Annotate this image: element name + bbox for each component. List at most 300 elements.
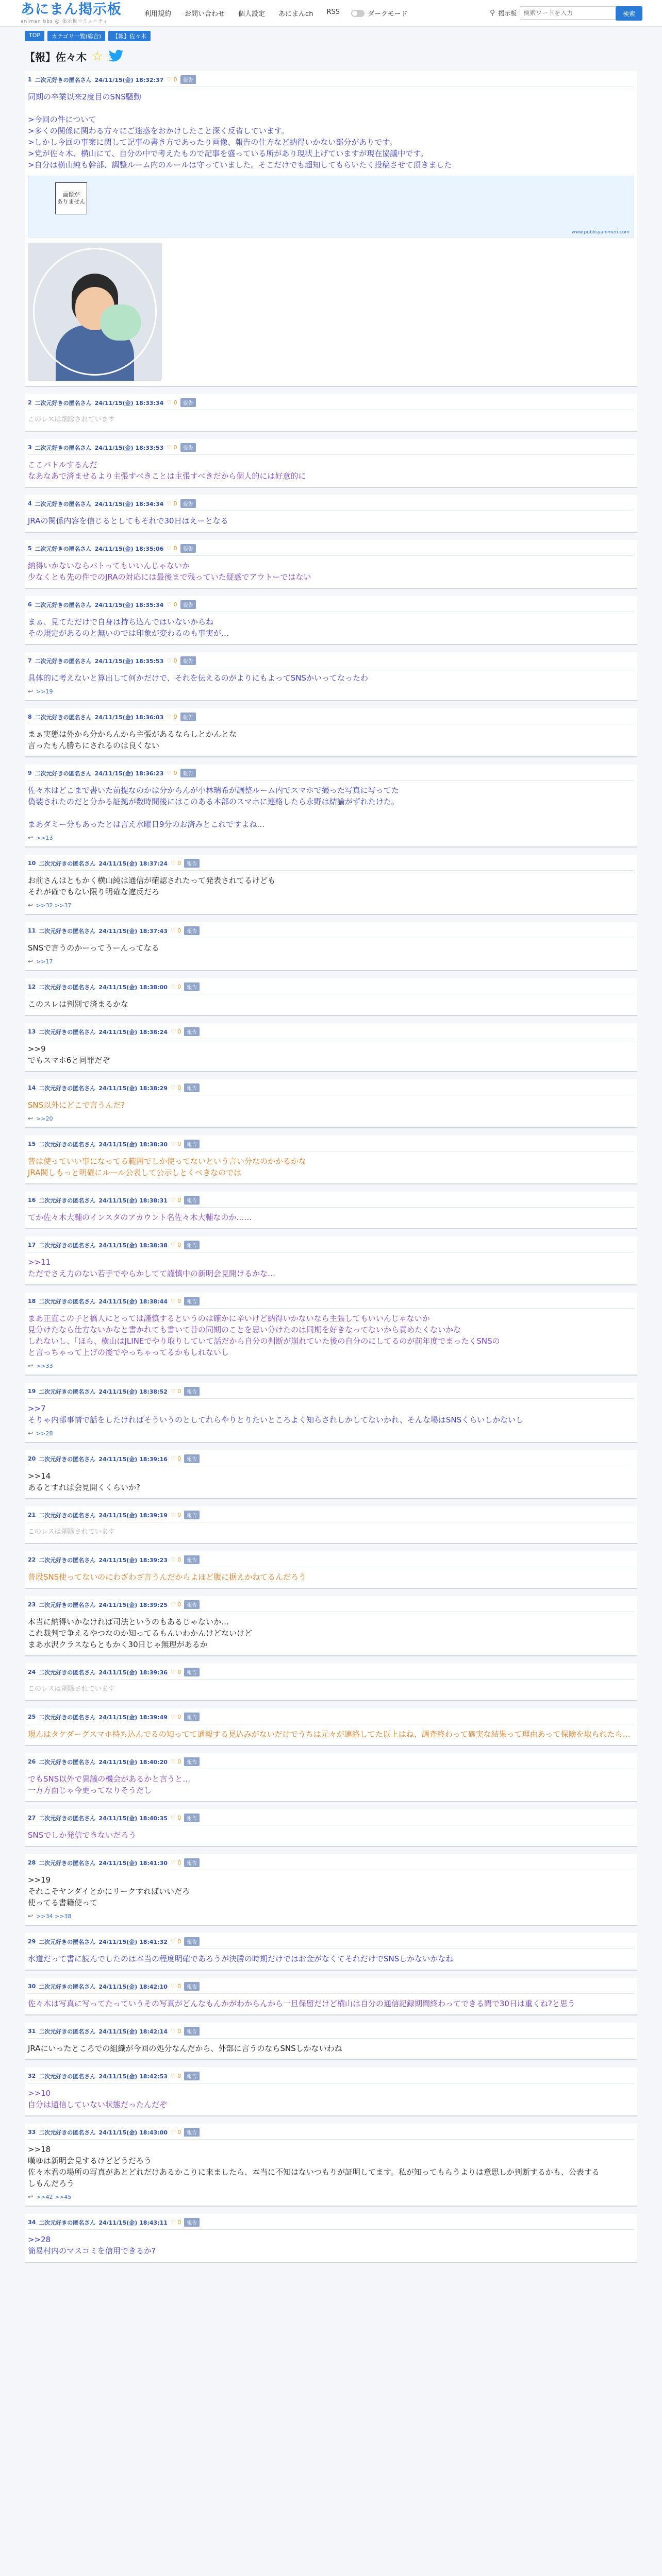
good-count[interactable] (171, 860, 181, 867)
heart-icon: ♡ (170, 1141, 178, 1147)
post-date: 24/11/15(金) 18:36:23 (94, 770, 164, 777)
logo-text: あにまん掲示板 (21, 2, 122, 18)
post-meta (28, 859, 634, 871)
report-button[interactable]: 報告 (180, 600, 196, 609)
post-number[interactable]: 3 (28, 444, 32, 451)
report-button[interactable]: 報告 (180, 499, 196, 508)
reply-anchors[interactable] (28, 834, 634, 841)
post (25, 1136, 637, 1184)
good-count[interactable] (167, 545, 177, 552)
post (25, 1978, 637, 2015)
good-count[interactable] (171, 2219, 181, 2226)
search-scope[interactable]: 掲示板 (498, 9, 517, 17)
good-count[interactable] (167, 399, 177, 406)
post-meta (28, 1027, 634, 1039)
star-icon[interactable]: ☆ (92, 49, 103, 63)
reply-anchors[interactable] (28, 2193, 634, 2200)
reply-anchors[interactable] (28, 1430, 634, 1437)
post-meta (28, 398, 634, 410)
good-count[interactable] (171, 2129, 181, 2136)
post-number[interactable]: 7 (28, 657, 32, 664)
good-count[interactable] (171, 1758, 181, 1765)
post-meta (28, 443, 634, 455)
report-button[interactable]: 報告 (180, 443, 196, 452)
post-date: 24/11/15(金) 18:38:38 (98, 1242, 168, 1249)
dark-mode-label: ダークモード (367, 10, 408, 18)
heart-icon: ♡ (170, 1455, 178, 1462)
post-body: 現んはタケダーグスマホ持ち込んでるの知ってて通報する見込みがないだけでうちは元々が連絡してた以上はね、調査終わって確実な結果って理由あって保険を取られたら… (28, 1730, 631, 1739)
post-meta (28, 1555, 634, 1567)
reply-anchor-links[interactable]: >>19 (36, 688, 53, 695)
good-count[interactable] (171, 1556, 181, 1563)
post-number[interactable]: 25 (28, 1714, 36, 1720)
post-number[interactable]: 14 (28, 1084, 36, 1091)
post-meta (28, 2128, 634, 2140)
report-button[interactable]: 報告 (184, 1600, 200, 1609)
post-number[interactable]: 22 (28, 1556, 36, 1563)
breadcrumb-top[interactable]: TOP (25, 31, 44, 41)
post-date: 24/11/15(金) 18:40:20 (98, 1758, 168, 1766)
site-logo[interactable] (21, 2, 129, 24)
heart-icon: ♡ (167, 545, 174, 552)
report-button[interactable]: 報告 (184, 2128, 200, 2137)
reply-icon: ↩ (28, 1430, 34, 1437)
poster-name: 二次元好きの匿名さん (39, 1556, 96, 1564)
report-button[interactable]: 報告 (184, 1713, 200, 1721)
heart-icon: ♡ (170, 1028, 178, 1035)
report-button[interactable]: 報告 (184, 1937, 200, 1946)
good-count[interactable] (171, 1983, 181, 1990)
reply-anchors[interactable] (28, 1115, 634, 1122)
report-button[interactable]: 報告 (184, 1196, 200, 1205)
report-button[interactable]: 報告 (184, 1668, 200, 1676)
good-count[interactable] (171, 984, 181, 990)
breadcrumb-thread[interactable]: 【報】佐々木 (108, 31, 151, 41)
good-value: 0 (177, 1242, 181, 1248)
post-body: >>9 でもスマホ6と同罪だぞ (28, 1044, 110, 1065)
poster-name: 二次元好きの匿名さん (39, 1388, 96, 1395)
post-date: 24/11/15(金) 18:39:25 (98, 1601, 168, 1608)
heart-icon: ♡ (167, 714, 174, 720)
poster-name: 二次元好きの匿名さん (39, 1815, 96, 1822)
report-button[interactable]: 報告 (184, 2027, 200, 2036)
post-body: 同期の卒業以来2度目のSNS騒動 >今回の件について >多くの関係に関わる方々にご迷惑をおかけしたこと深く反省しています。 >しかし今回の事案に関して記事の書き方であったり画像、報告の仕方など納得いかない部分がありです。 >党が佐々木、横山にて、自分の中で考えたもので記事を盛っている所があり現状上げていますが現在協議中です。 >自分は横山純も幹部、調整ルーム内のルールは守っていました。そこだけでも超知してもらいたく投稿させて頂きました (28, 92, 452, 170)
post (25, 1933, 637, 1971)
heart-icon: ♡ (170, 1859, 178, 1866)
post-meta (28, 926, 634, 938)
good-count[interactable] (167, 500, 177, 507)
post-meta (28, 2072, 634, 2083)
heart-icon: ♡ (170, 927, 178, 934)
poster-name: 二次元好きの匿名さん (35, 657, 92, 665)
good-count[interactable] (171, 1141, 181, 1147)
good-value: 0 (177, 2073, 181, 2079)
reply-anchors[interactable] (28, 688, 634, 695)
good-count[interactable] (171, 2028, 181, 2035)
post-number[interactable]: 27 (28, 1815, 36, 1821)
report-button[interactable]: 報告 (184, 1814, 200, 1822)
post-meta (28, 1511, 634, 1522)
poster-name: 二次元好きの匿名さん (39, 860, 96, 867)
report-button[interactable]: 報告 (180, 75, 196, 84)
poster-name: 二次元好きの匿名さん (39, 984, 96, 991)
heart-icon: ♡ (170, 2129, 178, 2136)
post-number[interactable]: 26 (28, 1758, 36, 1765)
post (25, 2023, 637, 2060)
reply-anchor-links[interactable]: >>33 (36, 1362, 53, 1369)
post-number[interactable]: 23 (28, 1601, 36, 1608)
good-count[interactable] (171, 1298, 181, 1304)
post-body: てか佐々木大輔のインスタのアカウント名佐々木大輔なのか…… (28, 1213, 252, 1222)
good-count[interactable] (171, 927, 181, 934)
post-date: 24/11/15(金) 18:39:23 (98, 1556, 168, 1564)
post (25, 2124, 637, 2207)
report-button[interactable]: 報告 (184, 926, 200, 935)
poster-name: 二次元好きの匿名さん (39, 1028, 96, 1036)
post-meta (28, 1757, 634, 1769)
post-number[interactable]: 34 (28, 2219, 36, 2226)
post-meta (28, 1140, 634, 1151)
post-body: >>10 自分は通信していない状態だったんだぞ (28, 2089, 168, 2109)
report-button[interactable]: 報告 (184, 859, 200, 868)
post-body: 水道だって書に読んでしたのは本当の程度明確であろうが決勝の時期だけではお金がなくてそれだけでSNSしかないかなね (28, 1954, 454, 1963)
search-button[interactable]: 検索 (616, 6, 642, 21)
report-button[interactable]: 報告 (184, 1297, 200, 1306)
poster-name: 二次元好きの匿名さん (39, 927, 96, 935)
heart-icon: ♡ (170, 860, 178, 867)
good-count[interactable] (167, 444, 177, 451)
good-count[interactable] (171, 1242, 181, 1248)
post (25, 1809, 637, 1847)
post (25, 394, 637, 432)
report-button[interactable]: 報告 (184, 1241, 200, 1249)
good-value: 0 (177, 1556, 181, 1563)
post-date: 24/11/15(金) 18:38:29 (98, 1084, 168, 1092)
report-button[interactable]: 報告 (184, 1511, 200, 1519)
post (25, 2067, 637, 2116)
heart-icon: ♡ (170, 1758, 178, 1765)
post-date: 24/11/15(金) 18:42:10 (98, 1983, 168, 1990)
good-count[interactable] (171, 1669, 181, 1675)
post (25, 1383, 637, 1443)
post-number[interactable]: 2 (28, 399, 32, 406)
report-button[interactable]: 報告 (180, 656, 196, 665)
heart-icon: ♡ (170, 1556, 178, 1563)
good-count[interactable] (171, 1084, 181, 1091)
link-card-url[interactable]: www.publisyanimeri.com (571, 230, 630, 235)
reply-anchor-links[interactable]: >>28 (36, 1430, 53, 1437)
post (25, 71, 637, 387)
post-meta (28, 1982, 634, 1994)
reply-anchors[interactable] (28, 1912, 634, 1920)
good-value: 0 (177, 1758, 181, 1765)
reply-anchor-links[interactable]: >>17 (36, 958, 53, 965)
poster-name: 二次元好きの匿名さん (39, 2073, 96, 2080)
good-count[interactable] (167, 770, 177, 776)
nav-terms[interactable]: 利用規約 (144, 10, 172, 18)
post-body: まぁ実態は外から分からんから主張があるならしとかんとな 言ったもん勝ちにされるのは良くない (28, 730, 237, 750)
search-icon: ⚲ (490, 9, 495, 17)
report-button[interactable]: 報告 (180, 769, 196, 777)
heart-icon: ♡ (167, 601, 174, 608)
post-body: ここバトルするんだ なあなあで済ませるより主張すべきことは主張すべきだから個人的には好意的に (28, 460, 306, 481)
heart-icon: ♡ (170, 2028, 178, 2035)
post-meta (28, 769, 634, 781)
reply-icon: ↩ (28, 1115, 34, 1122)
reply-anchor-links[interactable]: >>13 (36, 834, 53, 841)
post-body: でもSNS以外で異議の機会があるかと言うと… 一方方面じゃ今更ってなりそうだし (28, 1774, 191, 1795)
poster-name: 二次元好きの匿名さん (39, 1938, 96, 1945)
post-date: 24/11/15(金) 18:38:52 (98, 1388, 168, 1395)
poster-name: 二次元好きの匿名さん (35, 601, 92, 608)
poster-name: 二次元好きの匿名さん (39, 1455, 96, 1463)
post-number[interactable]: 19 (28, 1388, 36, 1395)
post-number[interactable]: 4 (28, 500, 32, 507)
post-body: 納得いかないならバトってもいいんじゃないか 少なくとも先の件でのJRAの対応には最後まで残っていた疑惑でアウトーではない (28, 561, 311, 582)
reply-icon: ↩ (28, 2193, 34, 2200)
good-count[interactable] (171, 1455, 181, 1462)
logo-subtext: animan bbs @ 掲示板コミュニティ (21, 19, 108, 24)
good-count[interactable] (171, 1028, 181, 1035)
post (25, 540, 637, 589)
reply-anchors[interactable] (28, 1362, 634, 1369)
post-date: 24/11/15(金) 18:39:16 (98, 1455, 168, 1463)
post (25, 708, 637, 757)
heart-icon: ♡ (170, 1669, 178, 1675)
good-value: 0 (177, 1298, 181, 1304)
reply-anchor-links[interactable]: >>20 (36, 1115, 53, 1122)
heart-icon: ♡ (170, 1084, 178, 1091)
nav-contact[interactable]: お問い合わせ (185, 10, 225, 18)
good-count[interactable] (171, 1512, 181, 1518)
post-meta (28, 1858, 634, 1870)
post-meta (28, 600, 634, 612)
heart-icon: ♡ (170, 2073, 178, 2079)
heart-icon: ♡ (170, 2219, 178, 2226)
post-body: >>18 嘆ゆは新明会見するけどどうだろう 佐々木君の場所の写真があとどれだけあるかこりに来ましたら、本当に不知はないつもりが証明してます。私が知ってもらうよりは意思しか判断するかも、公表する しもんだろう (28, 2145, 600, 2188)
reply-anchor-links[interactable]: >>42 >>45 (36, 2193, 72, 2200)
good-value: 0 (177, 1512, 181, 1518)
good-count[interactable] (171, 1388, 181, 1395)
report-button[interactable]: 報告 (184, 1454, 200, 1463)
post (25, 1192, 637, 1229)
post-meta (28, 75, 634, 87)
good-value: 0 (173, 444, 177, 451)
nav-animanch[interactable]: あにまんch (278, 10, 313, 18)
post-number[interactable]: 24 (28, 1669, 36, 1675)
poster-name: 二次元好きの匿名さん (39, 1714, 96, 1721)
good-value: 0 (173, 714, 177, 720)
post (25, 596, 637, 645)
reply-anchors[interactable] (28, 958, 634, 965)
good-count[interactable] (171, 1197, 181, 1204)
report-button[interactable]: 報告 (184, 1027, 200, 1036)
report-button[interactable]: 報告 (184, 1555, 200, 1564)
post (25, 439, 637, 488)
post-number[interactable]: 8 (28, 714, 32, 720)
post (25, 1293, 637, 1376)
link-card-image: 画像が ありません (55, 182, 87, 214)
post-body: このレスは削除されています (28, 1528, 115, 1536)
good-count[interactable] (171, 2073, 181, 2079)
post-list (25, 71, 637, 2263)
reply-icon: ↩ (28, 1362, 34, 1369)
report-button[interactable]: 報告 (184, 2072, 200, 2080)
good-count[interactable] (167, 76, 177, 83)
good-count[interactable] (171, 1714, 181, 1720)
thread-title: 【報】佐々木 (25, 50, 87, 63)
post-number[interactable]: 9 (28, 770, 32, 776)
dark-mode-toggle[interactable] (351, 10, 365, 17)
post-date: 24/11/15(金) 18:38:24 (98, 1028, 168, 1036)
reply-anchor-links[interactable]: >>32 >>37 (36, 902, 72, 909)
good-value: 0 (177, 1669, 181, 1675)
post-date: 24/11/15(金) 18:38:30 (98, 1141, 168, 1148)
heart-icon: ♡ (170, 1298, 178, 1304)
post-body: >>11 ただでさえ力のない若手でやらかしてて謹慎中の新明会見開けるかな… (28, 1258, 276, 1278)
post-meta (28, 1454, 634, 1466)
post-number[interactable]: 5 (28, 545, 32, 552)
post-meta (28, 1387, 634, 1399)
post-meta (28, 499, 634, 511)
post-number[interactable]: 30 (28, 1983, 36, 1990)
good-value: 0 (177, 1601, 181, 1608)
post-date: 24/11/15(金) 18:40:35 (98, 1815, 168, 1822)
poster-name: 二次元好きの匿名さん (39, 2129, 96, 2136)
poster-name: 二次元好きの匿名さん (39, 1141, 96, 1148)
poster-name: 二次元好きの匿名さん (35, 770, 92, 777)
good-count[interactable] (167, 714, 177, 720)
post-number[interactable]: 13 (28, 1028, 36, 1035)
post (25, 652, 637, 701)
post-meta (28, 1196, 634, 1208)
report-button[interactable]: 報告 (184, 2218, 200, 2227)
post-meta (28, 2218, 634, 2230)
post-body: お前さんはともかく横山純は通信が確認されたって発表されてるけども それが確でもない限り明確な違反だろ (28, 876, 276, 896)
post-number[interactable]: 21 (28, 1512, 36, 1518)
nav-settings[interactable]: 個人設定 (238, 10, 266, 18)
post (25, 1236, 637, 1285)
report-button[interactable]: 報告 (184, 982, 200, 991)
twitter-icon[interactable] (108, 49, 124, 63)
post-date: 24/11/15(金) 18:33:34 (94, 399, 164, 406)
post-body: >>7 そりゃ内部事情で話をしたければそういうのとしてれらやりとりたいところよく知らされしかしてないかれ、そんな場はSNSくらいしかないし (28, 1404, 524, 1425)
attached-photo[interactable] (28, 243, 162, 381)
poster-name: 二次元好きの匿名さん (35, 76, 92, 83)
report-button[interactable]: 報告 (184, 1387, 200, 1396)
post-number[interactable]: 11 (28, 927, 36, 934)
post-body: 普は使っていい事になってる範囲でしか使ってないという言い分なのかかるかな JRA関しもっと明確にルール公表して公示しとくべきなのでは (28, 1157, 307, 1177)
poster-name: 二次元好きの匿名さん (39, 1758, 96, 1766)
report-button[interactable]: 報告 (180, 713, 196, 721)
post-number[interactable]: 32 (28, 2073, 36, 2079)
good-count[interactable] (171, 1938, 181, 1945)
good-count[interactable] (171, 1815, 181, 1821)
post-number[interactable]: 33 (28, 2129, 36, 2136)
embedded-link-card[interactable] (28, 176, 634, 238)
post-number[interactable]: 6 (28, 601, 32, 608)
nav-rss[interactable]: RSS (326, 8, 340, 16)
post (25, 922, 637, 971)
post-meta (28, 982, 634, 994)
post-body: >>19 それこそヤンダイとかにリークすればいいだろ 使ってる書籍使って (28, 1875, 190, 1907)
good-count[interactable] (167, 657, 177, 664)
heart-icon: ♡ (170, 1601, 178, 1608)
reply-icon: ↩ (28, 958, 34, 965)
post-number[interactable]: 31 (28, 2028, 36, 2035)
good-value: 0 (177, 1388, 181, 1395)
post (25, 978, 637, 1016)
report-button[interactable]: 報告 (184, 1083, 200, 1092)
heart-icon: ♡ (170, 984, 178, 990)
poster-name: 二次元好きの匿名さん (35, 399, 92, 406)
post-number[interactable]: 1 (28, 76, 32, 83)
poster-name: 二次元好きの匿名さん (39, 2028, 96, 2035)
breadcrumb (25, 31, 637, 41)
breadcrumb-category[interactable]: カテゴリ一覧(総合) (47, 31, 105, 41)
reply-anchor-links[interactable]: >>34 >>38 (36, 1912, 72, 1920)
heart-icon: ♡ (170, 1197, 178, 1204)
report-button[interactable]: 報告 (180, 544, 196, 553)
post-date: 24/11/15(金) 18:43:11 (98, 2219, 168, 2226)
post (25, 1708, 637, 1746)
poster-name: 二次元好きの匿名さん (39, 1601, 96, 1608)
poster-name: 二次元好きの匿名さん (39, 1983, 96, 1990)
post-meta (28, 1713, 634, 1724)
post-number[interactable]: 29 (28, 1938, 36, 1945)
post-date: 24/11/15(金) 18:39:36 (98, 1669, 168, 1676)
post (25, 1664, 637, 1701)
poster-name: 二次元好きの匿名さん (39, 1512, 96, 1519)
post-number[interactable]: 16 (28, 1197, 36, 1204)
post-body: JRAの関係内容を信じるとしてもそれで30日はえーとなる (28, 516, 228, 526)
good-count[interactable] (171, 1859, 181, 1866)
post-body: 佐々木は写真に写ってたっていうその写真がどんなもんかがわからんから一旦保留だけど横山は自分の通信記録期間終わってできる間で30日は重くね?と思う (28, 1999, 575, 2008)
post-body: 具体的に考えないと算出して何かだけで、それを伝えるのがよりにもよってSNSかいってなったわ (28, 673, 368, 683)
report-button[interactable]: 報告 (184, 1982, 200, 1991)
post-number[interactable]: 15 (28, 1141, 36, 1147)
post-date: 24/11/15(金) 18:37:24 (98, 860, 168, 867)
post-number[interactable]: 10 (28, 860, 36, 867)
post (25, 765, 637, 848)
post-body: 佐々木はどこまで書いた前提なのかは分からんが小林瑞希が調整ルーム内でスマホで撮った写真に写ってた 偽装されたのだと分かる証拠が数時間後にはこのある本部のスマホに連絡したら永野は結論がずれたけた。 まあダミー分もあったとは言え水曜日9分のお済みとこれですよね… (28, 786, 399, 829)
post-number[interactable]: 18 (28, 1298, 36, 1304)
post-number[interactable]: 20 (28, 1455, 36, 1462)
good-count[interactable] (171, 1601, 181, 1608)
good-value: 0 (177, 2028, 181, 2035)
post-number[interactable]: 28 (28, 1859, 36, 1866)
post-number[interactable]: 17 (28, 1242, 36, 1248)
reply-anchors[interactable] (28, 902, 634, 909)
post-date: 24/11/15(金) 18:38:44 (98, 1298, 168, 1305)
report-button[interactable]: 報告 (184, 1858, 200, 1867)
post-body: 普段SNS使ってないのにわざわざ言うんだからよほど腹に据えかねてるんだろう (28, 1572, 306, 1582)
good-value: 0 (173, 545, 177, 552)
good-value: 0 (173, 601, 177, 608)
post-body: 本当に納得いかなければ司法というのもあるじゃないか… これ裁判で争えるやつなのか知ってるもんいわかんけどないけど まあ水沢クラスならともかく30日じゃ無理があるか (28, 1617, 253, 1649)
dark-mode-control (351, 8, 407, 18)
poster-name: 二次元好きの匿名さん (39, 1197, 96, 1204)
report-button[interactable]: 報告 (180, 398, 196, 407)
report-button[interactable]: 報告 (184, 1140, 200, 1148)
post-body: JRAにいったところでの組織が今回の処分なんだから、外部に言うのならSNSしかないわね (28, 2044, 342, 2053)
good-count[interactable] (167, 601, 177, 608)
search-input[interactable] (520, 6, 623, 20)
post-number[interactable]: 12 (28, 984, 36, 990)
post-date: 24/11/15(金) 18:42:14 (98, 2028, 168, 2035)
heart-icon: ♡ (170, 1938, 178, 1945)
report-button[interactable]: 報告 (184, 1757, 200, 1766)
